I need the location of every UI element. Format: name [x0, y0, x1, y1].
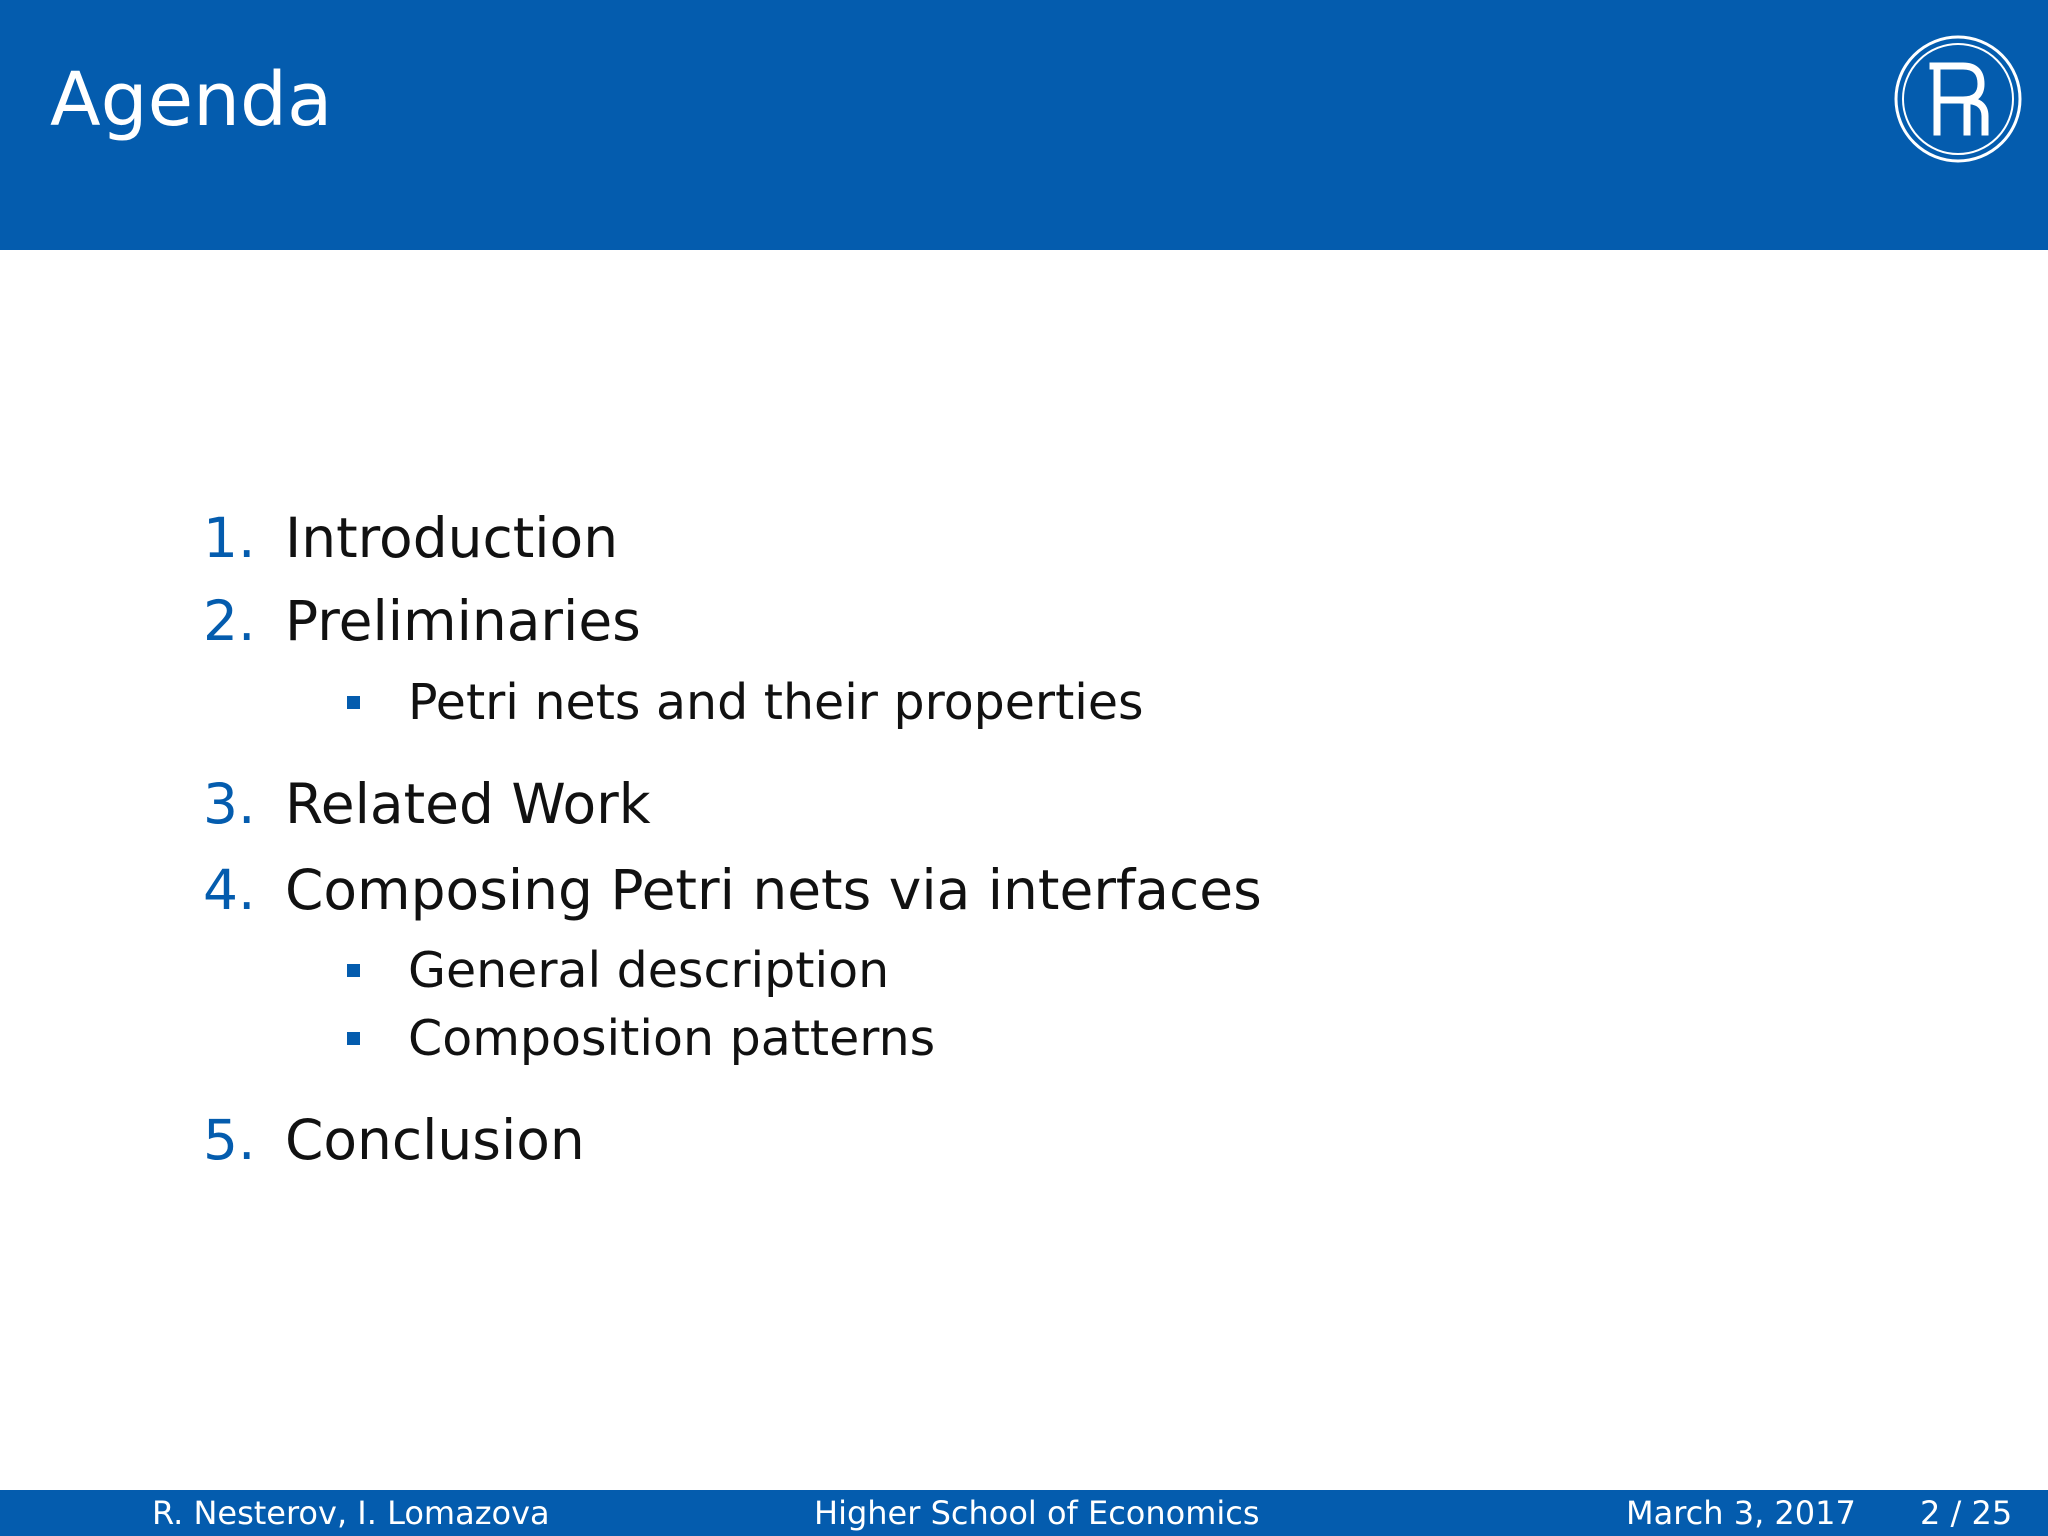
footer-page-number: 2 / 25	[1920, 1494, 2013, 1532]
agenda-subitem-label: Composition patterns	[408, 1010, 936, 1067]
agenda-item-label: Conclusion	[285, 1108, 585, 1172]
agenda-item-number: 1.	[203, 506, 256, 570]
agenda-item-label: Preliminaries	[285, 589, 641, 653]
square-bullet-icon	[347, 696, 360, 709]
agenda-subitem-label: Petri nets and their properties	[408, 674, 1144, 731]
agenda-item-number: 2.	[203, 589, 256, 653]
agenda-item-label: Related Work	[285, 772, 651, 836]
footer-institution: Higher School of Economics	[814, 1494, 1260, 1532]
footer-date: March 3, 2017	[1626, 1494, 1856, 1532]
agenda-item-label: Introduction	[285, 506, 619, 570]
footer-authors: R. Nesterov, I. Lomazova	[152, 1494, 550, 1532]
square-bullet-icon	[347, 1032, 360, 1045]
slide-footer	[0, 1490, 2048, 1536]
agenda-item-number: 3.	[203, 772, 256, 836]
agenda-item-number: 4.	[203, 858, 256, 922]
agenda-item-number: 5.	[203, 1108, 256, 1172]
agenda-item-label: Composing Petri nets via interfaces	[285, 858, 1262, 922]
square-bullet-icon	[347, 964, 360, 977]
agenda-subitem-label: General description	[408, 942, 890, 999]
slide-title: Agenda	[50, 57, 333, 143]
